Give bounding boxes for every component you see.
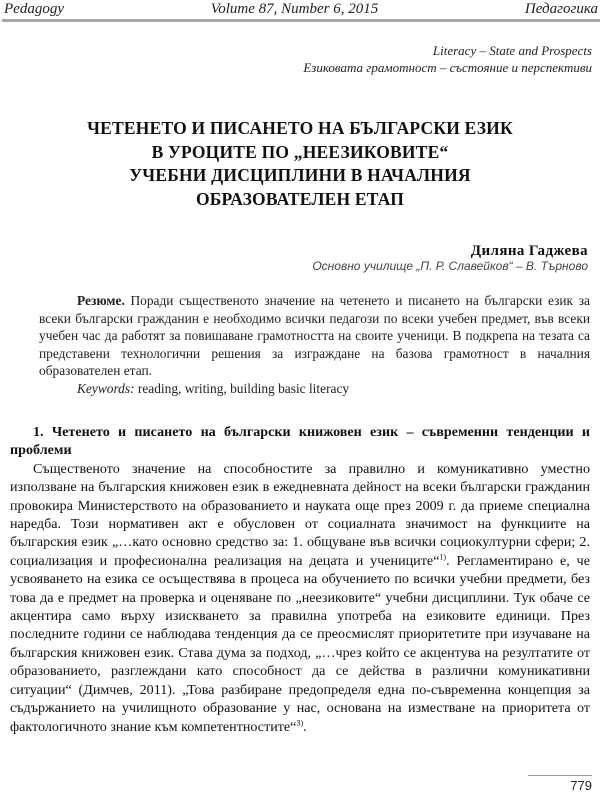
- keywords-label: Keywords:: [77, 380, 135, 396]
- paragraph-text: Същественото значение на способностите за правилно и комуникативно уместно използване на българския книжовен език в ежедневната дейност на всеки български гражданин провокира Министерството на образованието и науката още през 2009 г. да приеме специална наредба. Този нормативен акт е обусловен от социалната значимост на функциите на българския език „…като основно средство за: 1. общуване във всички социокултурни сфери; 2. социализация и професионална реализация на децата и учениците“: [10, 460, 590, 569]
- article-body: [10, 423, 590, 736]
- paragraph-text: . Регламентирано е, че усвояването на езика се осъществява в процеса на обучението по всички учебни предмети, без това да е предмет на проверка и оценяване по „неезиковите“ учебни дисциплини. Тук обаче се акцентира само върху изискването за правилна употреба на езиковите единици. През последните години се наблюдава тенденция да се преосмислят приоритетите при изучаване на българския книжовен език. Става дума за подход, „…чрез който се акцентува на резултатите от образованието, разглеждани като способност да се действа в различни комуникативни ситуации“ (Димчев, 2011). „Това разбиране предопределя една по-съвременна концепция за съдържанието на училищното образование у нас, основана на изместване на приоритета от фактологичното знание към компетентностите“: [10, 552, 590, 735]
- journal-name-bg: Педагогика: [524, 1, 598, 17]
- section-heading: 1. Четенето и писането на български книжовен език – съвременни тенденции и проблеми: [10, 424, 590, 459]
- paragraph-text: .: [303, 718, 307, 735]
- section-tag: [303, 42, 592, 76]
- section-tag-bg: Езиковата грамотност – състояние и перспективи: [303, 60, 592, 75]
- footnote-ref[interactable]: 1): [439, 552, 447, 562]
- title-line: ЧЕТЕНЕТО И ПИСАНЕТО НА БЪЛГАРСКИ ЕЗИК: [87, 118, 513, 138]
- title-line: ОБРАЗОВАТЕЛЕН ЕТАП: [195, 188, 405, 209]
- section-tag-en: Literacy – State and Prospects: [432, 43, 592, 58]
- abstract-paragraph: [39, 292, 590, 380]
- journal-name-en: Pedagogy: [4, 1, 64, 17]
- keywords-text: reading, writing, building basic literacy: [137, 380, 350, 396]
- article-title: [0, 117, 600, 211]
- footnote-ref[interactable]: 3): [296, 717, 304, 727]
- author-affiliation: Основно училище „П. Р. Славейков“ – В. Търново: [312, 259, 588, 273]
- volume-info: Volume 87, Number 6, 2015: [210, 1, 379, 17]
- title-line: В УРОЦИТЕ ПО „НЕЕЗИКОВИТЕ“: [151, 141, 449, 162]
- author-name: Диляна Гаджева: [470, 243, 588, 259]
- abstract: [39, 292, 590, 397]
- page-number: 779: [528, 775, 592, 793]
- abstract-text: Поради същественото значение на четенето и писането на български език за всеки български гражданин е необходимо всички педагози по всеки учебен предмет, във всеки учебен час да работят за повишаване грамотността на своите ученици. В подкрепа на тезата са представени технологични решения за изграждане на базова грамотност в началния образователен етап.: [39, 293, 590, 378]
- body-paragraph: [10, 460, 590, 736]
- header-rule: [2, 19, 600, 22]
- keywords: [39, 380, 590, 398]
- author-block: [312, 243, 588, 274]
- title-line: УЧЕБНИ ДИСЦИПЛИНИ В НАЧАЛНИЯ: [129, 165, 471, 185]
- abstract-label: Резюме.: [77, 293, 125, 308]
- running-head: [4, 0, 598, 18]
